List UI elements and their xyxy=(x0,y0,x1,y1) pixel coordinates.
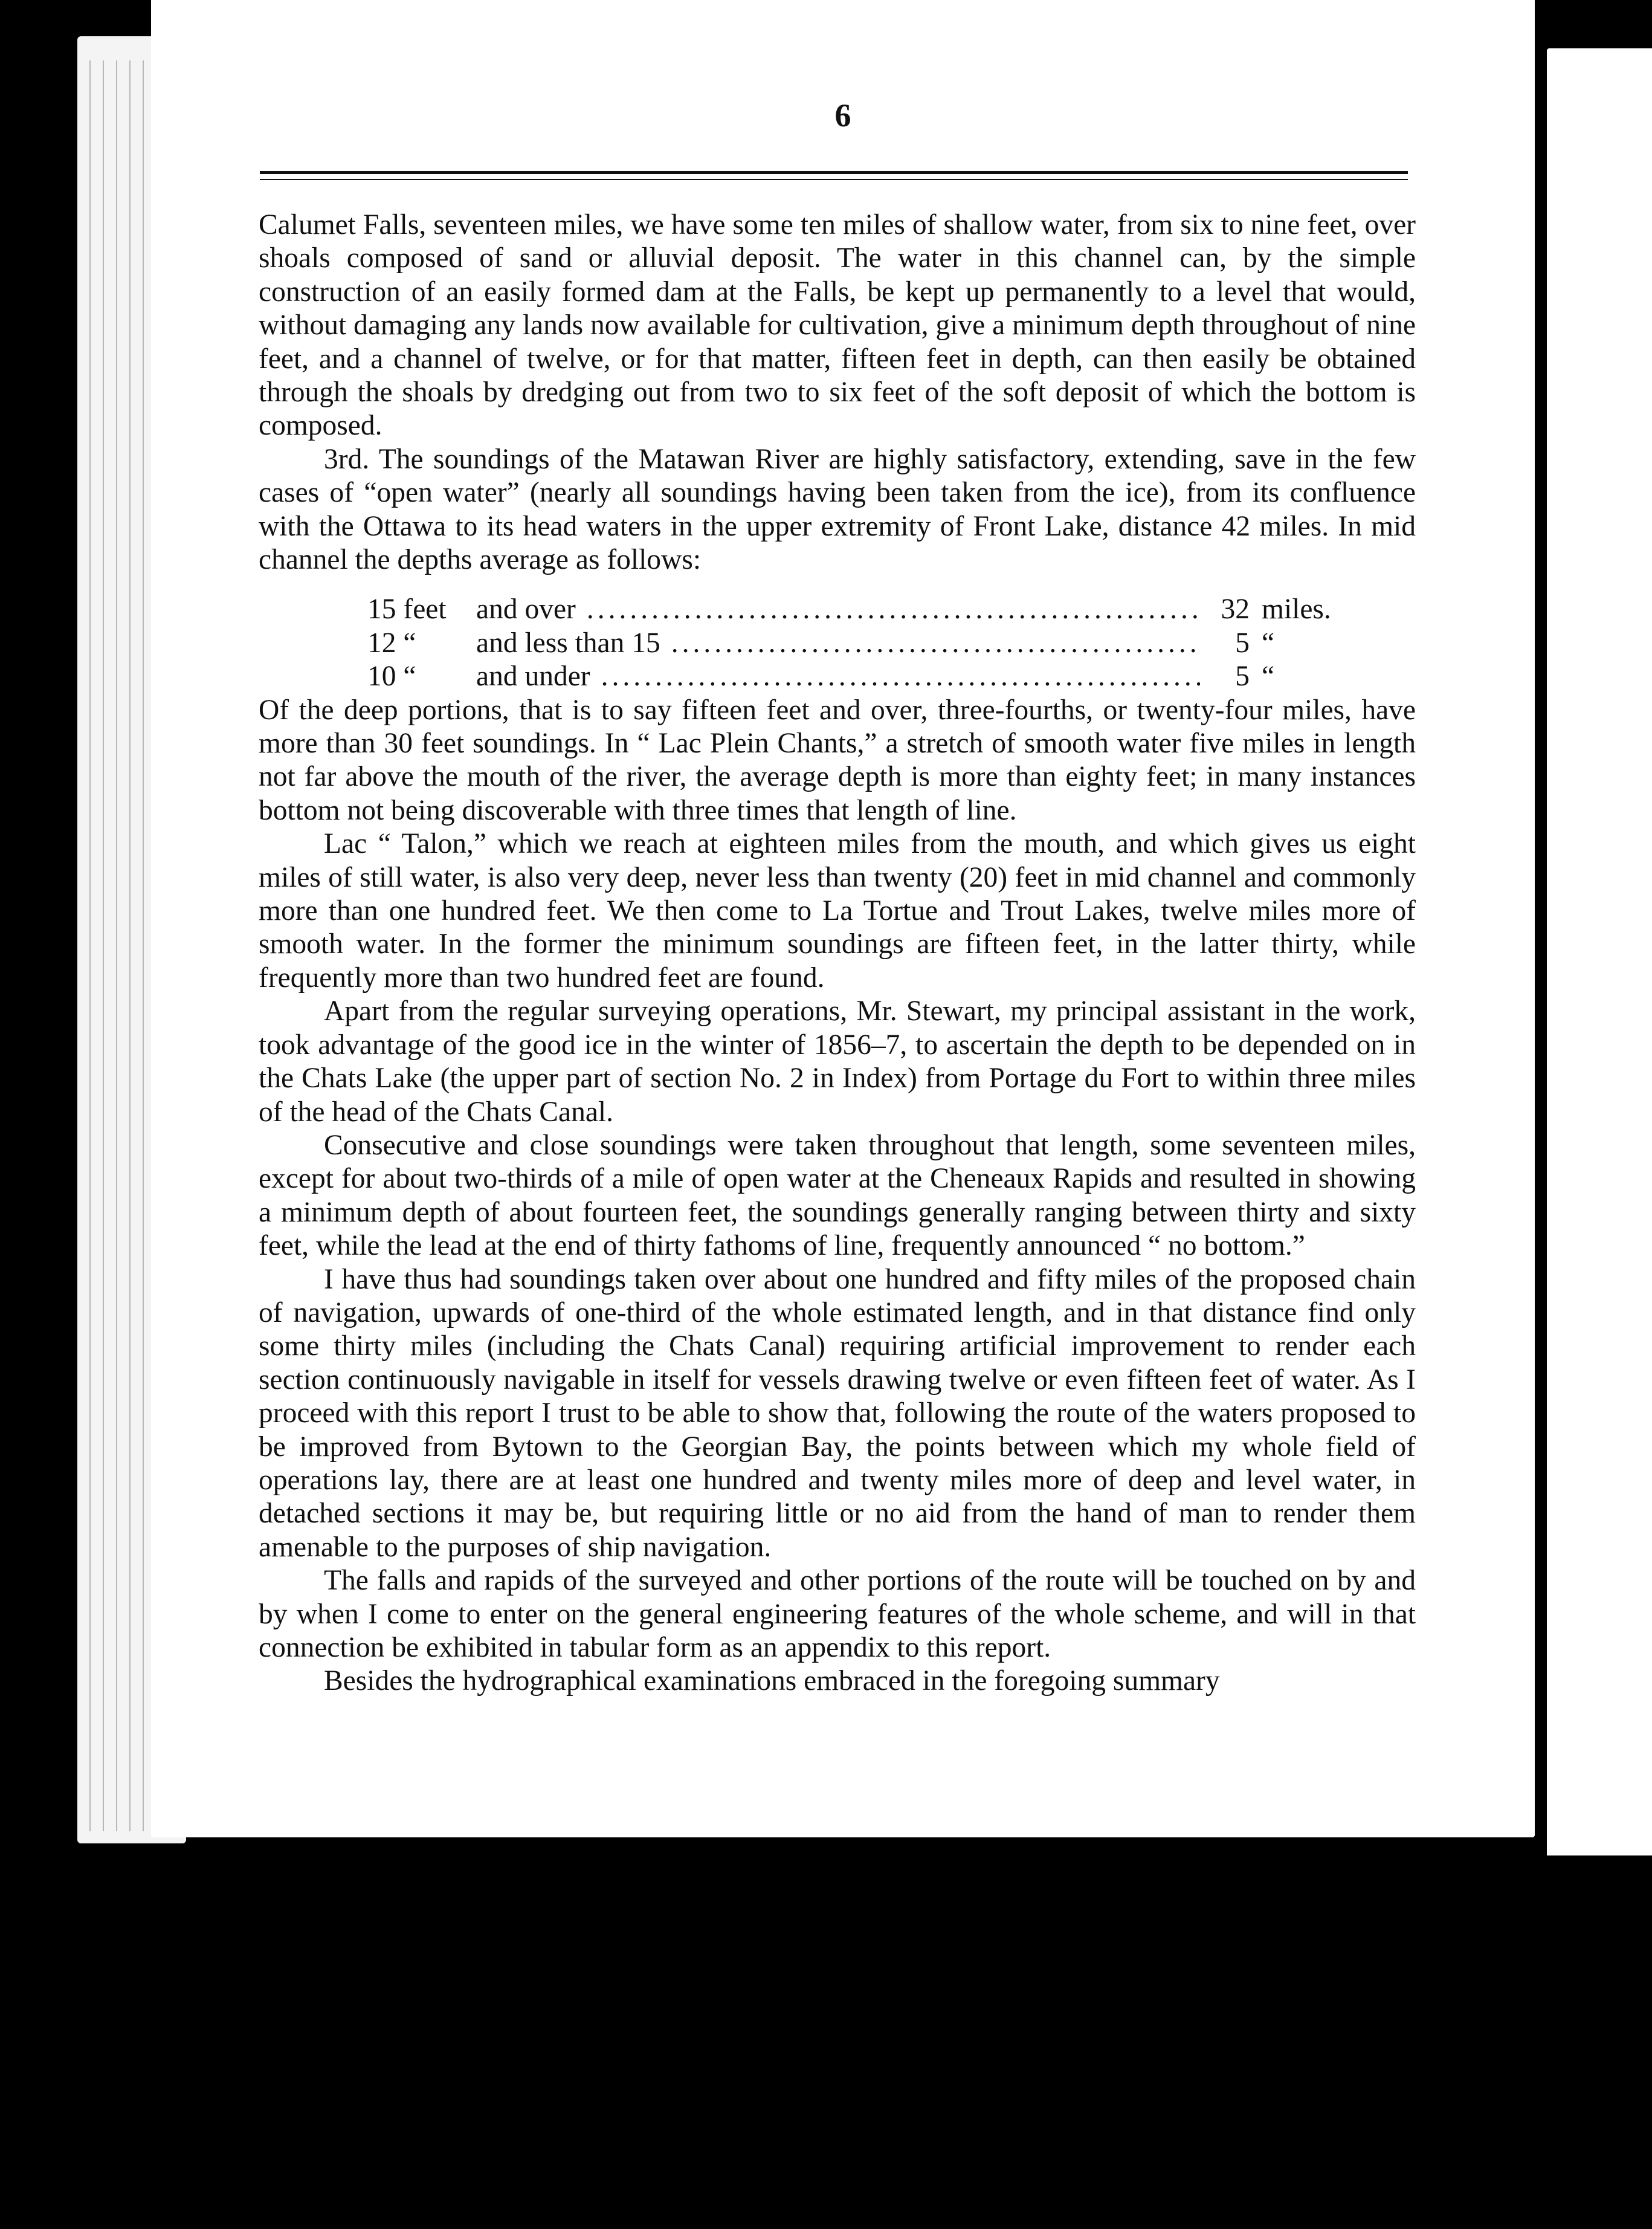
document-page xyxy=(151,0,1535,1837)
paragraph: 3rd. The soundings of the Matawan River are highly satisfactory, extending, save in the few cases of “open water” (nearly all soundings having been taken from the ice), from its confluence with the Ottawa to its head waters in the upper extremity of Front Lake, distance 42 miles. In mid channel the depths average as follows: xyxy=(259,443,1416,576)
depth-label: 15 feet xyxy=(367,594,447,626)
dot-leader xyxy=(587,593,1200,626)
depth-table xyxy=(259,593,1416,693)
paragraph: Of the deep portions, that is to say fifteen feet and over, three-fourths, or twenty-four miles, have more than 30 feet soundings. In “ Lac Plein Chants,” a stretch of smooth water five miles in length not far above the mouth of the river, the average depth is more than eighty feet; in many instances bottom not being discoverable with three times that length of line. xyxy=(259,694,1416,826)
page-number: 6 xyxy=(834,97,851,134)
page-edge xyxy=(89,60,91,1831)
depth-unit: miles. xyxy=(1262,594,1331,626)
depth-miles: 32 xyxy=(1221,594,1250,626)
depth-condition: and under xyxy=(476,661,590,693)
body-text xyxy=(259,209,1416,1698)
depth-row xyxy=(259,593,1416,626)
paragraph: Lac “ Talon,” which we reach at eighteen miles from the mouth, and which gives us eight miles of still water, is also very deep, never less than twenty (20) feet in mid channel and commonly more than one hundred feet. We then come to La Tortue and Trout Lakes, twelve miles more of smooth water. In the former the minimum soundings are fifteen feet, in the latter thirty, while frequently more than two hundred feet are found. xyxy=(259,828,1416,994)
depth-row xyxy=(259,660,1416,693)
depth-label: 10 “ xyxy=(367,661,416,693)
depth-miles: 5 xyxy=(1235,661,1250,693)
depth-row xyxy=(259,627,1416,660)
paragraph: Consecutive and close soundings were taken throughout that length, some seventeen miles, except for about two-thirds of a mile of open water at the Cheneaux Rapids and resulted in showing a minimum depth of about fourteen feet, the soundings generally ranging between thirty and sixty feet, while the lead at the end of thirty fathoms of line, frequently announced “ no bottom.” xyxy=(259,1129,1416,1262)
paragraph: Calumet Falls, seventeen miles, we have some ten miles of shallow water, from six to nine feet, over shoals composed of sand or alluvial deposit. The water in this channel can, by the simple construction of an easily formed dam at the Falls, be kept up permanently to a level that would, without damaging any lands now available for cultivation, give a minimum depth throughout of nine feet, and a channel of twelve, or for that matter, fifteen feet in depth, can then easily be obtained through the shoals by dredging out from two to six feet of the soft deposit of which the bottom is composed. xyxy=(259,209,1416,442)
page-edge xyxy=(116,60,117,1831)
dot-leader xyxy=(671,627,1200,660)
depth-condition: and over xyxy=(476,594,576,626)
depth-unit: “ xyxy=(1262,627,1275,659)
header-rule xyxy=(260,171,1408,174)
dot-leader xyxy=(601,660,1200,693)
depth-unit: “ xyxy=(1262,661,1275,693)
paragraph: Besides the hydrographical examinations embraced in the foregoing summary xyxy=(324,1665,1220,1697)
page-edge xyxy=(143,60,144,1831)
header-rule-thin xyxy=(260,179,1408,180)
paragraph: Apart from the regular surveying operations, Mr. Stewart, my principal assistant in the work, took advantage of the good ice in the winter of 1856–7, to ascertain the depth to be depended on in the Chats Lake (the upper part of section No. 2 in Index) from Portage du Fort to within three miles of the head of the Chats Canal. xyxy=(259,995,1416,1128)
page-edge xyxy=(103,60,104,1831)
depth-condition: and less than 15 xyxy=(476,627,660,659)
depth-label: 12 “ xyxy=(367,627,416,659)
depth-miles: 5 xyxy=(1235,627,1250,659)
page-edge xyxy=(129,60,131,1831)
next-page-sliver xyxy=(1547,48,1652,1855)
paragraph: I have thus had soundings taken over about one hundred and fifty miles of the proposed chain of navigation, upwards of one-third of the whole estimated length, and in that distance find only some thirty miles (including the Chats Canal) requiring artificial improvement to render each section continuously navigable in itself for vessels drawing twelve or even fifteen feet of water. As I proceed with this report I trust to be able to show that, following the route of the waters proposed to be improved from Bytown to the Georgian Bay, the points between which my whole field of operations lay, there are at least one hundred and twenty miles more of deep and level water, in detached sections it may be, but requiring little or no aid from the hand of man to render them amenable to the purposes of ship navigation. xyxy=(259,1263,1416,1563)
paragraph: The falls and rapids of the surveyed and other portions of the route will be touched on by and by when I come to enter on the general engineering features of the whole scheme, and will in that connection be exhibited in tabular form as an appendix to this report. xyxy=(259,1565,1416,1664)
